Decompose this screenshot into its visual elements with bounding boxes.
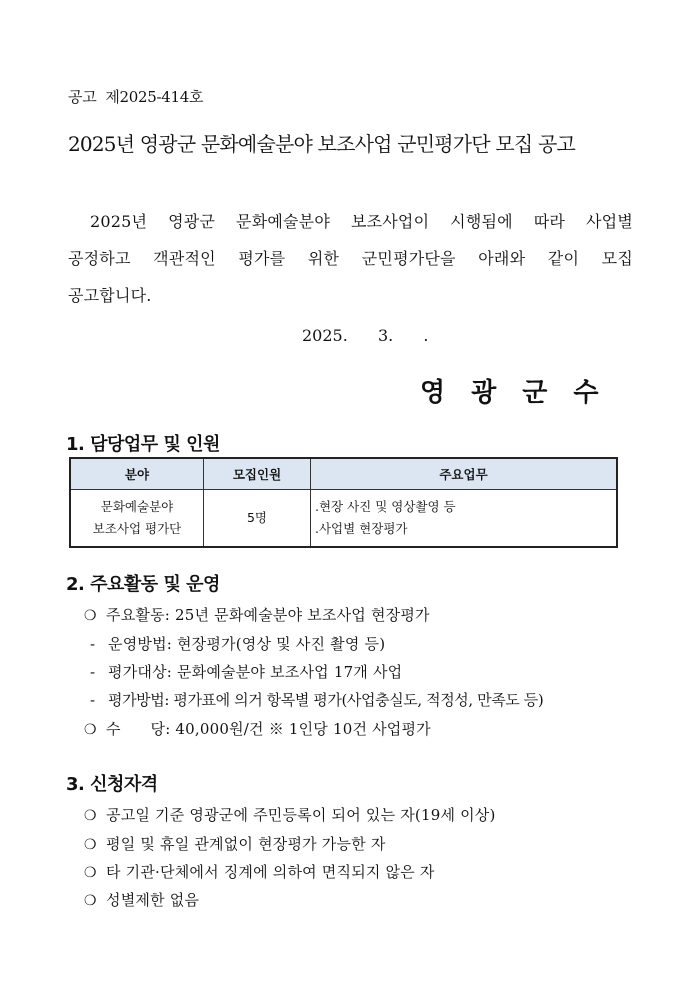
circle-bullet-icon: ❍ — [84, 837, 97, 853]
list-item — [90, 633, 385, 654]
list-item — [84, 889, 199, 910]
table-row — [70, 490, 617, 548]
circle-bullet-icon: ❍ — [84, 865, 97, 881]
section-1-title: 1. 담당업무 및 인원 — [66, 434, 220, 455]
list-item — [84, 804, 496, 825]
header-tasks: 주요업무 — [311, 458, 618, 490]
field-line-1: 문화예술분야 — [100, 499, 174, 514]
intro-paragraph — [68, 203, 633, 314]
task-1: .현장 사진 및 영상촬영 등 — [315, 499, 456, 514]
circle-bullet-icon: ❍ — [84, 722, 97, 738]
item-text: 주요활동: 25년 문화예술분야 보조사업 현장평가 — [106, 606, 430, 624]
header-count: 모집인원 — [204, 458, 311, 490]
intro-line-2: 공정하고 객관적인 평가를 위한 군민평가단을 아래와 같이 모집 — [68, 249, 633, 268]
dash-marker: - — [90, 663, 96, 681]
dash-marker: - — [90, 635, 96, 653]
cell-tasks — [311, 490, 618, 548]
intro-line-1: 2025년 영광군 문화예술분야 보조사업이 시행됨에 따라 사업별 — [90, 212, 633, 231]
item-text: 타 기관·단체에서 징계에 의하여 면직되지 않은 자 — [106, 863, 435, 881]
item-text: 운영방법: 현장평가(영상 및 사진 촬영 등) — [108, 635, 386, 653]
header-field: 분야 — [70, 458, 204, 490]
item-text: 평가방법: 평가표에 의거 항목별 평가(사업충실도, 적정성, 만족도 등) — [108, 691, 544, 709]
list-item — [90, 689, 543, 710]
circle-bullet-icon: ❍ — [84, 608, 97, 624]
list-item — [84, 833, 386, 854]
circle-bullet-icon: ❍ — [84, 808, 97, 824]
task-2: .사업별 현장평가 — [315, 521, 408, 536]
section-3-title: 3. 신청자격 — [66, 774, 158, 795]
table-header-row — [70, 458, 617, 490]
item-text: 공고일 기준 영광군에 주민등록이 되어 있는 자(19세 이상) — [106, 806, 496, 824]
list-item — [84, 718, 431, 739]
document-title: 2025년 영광군 문화예술분야 보조사업 군민평가단 모집 공고 — [68, 132, 576, 156]
duty-table — [69, 457, 618, 548]
notice-number: 공고 제2025-414호 — [68, 88, 204, 106]
cell-field — [70, 490, 204, 548]
list-item — [84, 604, 430, 625]
field-line-2: 보조사업 평가단 — [92, 521, 182, 536]
item-text: 성별제한 없음 — [106, 891, 200, 909]
signer-name: 영광군수 — [420, 378, 625, 408]
item-text: 수 당: 40,000원/건 ※ 1인당 10건 사업평가 — [106, 720, 431, 738]
dash-marker: - — [90, 691, 95, 709]
intro-line-3: 공고합니다. — [68, 286, 152, 305]
item-text: 평일 및 휴일 관계없이 현장평가 가능한 자 — [106, 835, 386, 853]
circle-bullet-icon: ❍ — [84, 893, 97, 909]
list-item — [90, 661, 402, 682]
list-item — [84, 861, 435, 882]
section-2-title: 2. 주요활동 및 운영 — [66, 574, 220, 595]
cell-count: 5명 — [204, 490, 311, 548]
notice-date: 2025. 3. . — [302, 326, 429, 345]
item-text: 평가대상: 문화예술분야 보조사업 17개 사업 — [108, 663, 403, 681]
